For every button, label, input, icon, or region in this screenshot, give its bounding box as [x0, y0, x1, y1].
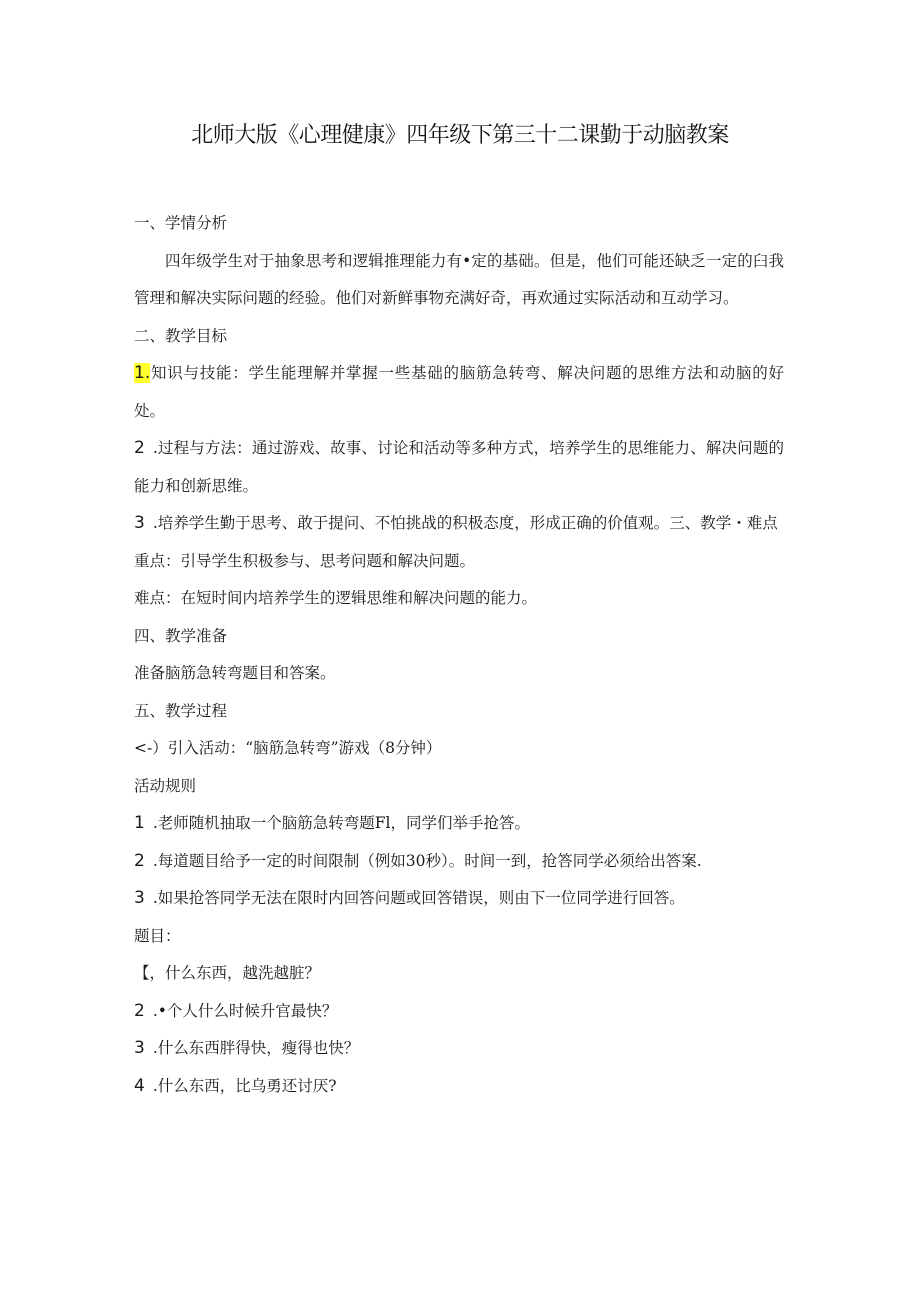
goal-1-number: 1. [134, 363, 151, 383]
question-2-number: 2 [134, 1000, 145, 1021]
rule-2-number: 2 [134, 850, 145, 871]
rule-1-number: 1 [134, 813, 145, 833]
key-point: 重点：引导学生积极参与、思考问题和解决问题。 [134, 551, 476, 570]
question-item-1: 【，什么东西，越洗越脏？ [134, 964, 321, 982]
section-heading-preparation: 四、教学准备 [134, 626, 228, 645]
rule-2-text: .每道题目给予一定的时间限制（例如30秒）。时间一到，抢答同学必须给出答案. [152, 851, 702, 870]
goal-item-1 [134, 355, 784, 430]
question-3-text: .什么东西胖得快，瘦得也快？ [152, 1039, 360, 1057]
document-title: 北师大版《心理健康》四年级下第三十二课勤于动脑教案 [191, 123, 729, 148]
rule-item-1 [134, 805, 784, 843]
question-4-text: .什么东西，比乌勇还讨厌? [152, 1076, 337, 1095]
goal-2-number: 2 [134, 438, 145, 458]
difficulty-point: 难点：在短时间内培养学生的逻辑思维和解决问题的能力。 [134, 589, 538, 607]
goal-1-text: 知识与技能：学生能理解并掌握一些基础的脑筋急转弯、解决问题的思维方法和动脑的好处。 [134, 364, 784, 420]
goal-item-2 [134, 430, 784, 505]
question-item-2 [134, 993, 784, 1031]
rule-3-text: .如果抢答同学无法在限时内回答问题或回答错误，则由下一位同学进行回答。 [152, 889, 685, 907]
goal-item-3 [134, 505, 784, 543]
section-heading-goals: 二、教学目标 [134, 326, 228, 345]
rule-item-3 [134, 880, 784, 918]
question-item-3 [134, 1030, 784, 1068]
rule-1-text: .老师随机抽取一个脑筋急转弯题Fl，同学们举手抢答。 [152, 814, 530, 832]
question-3-number: 3 [134, 1038, 145, 1058]
goal-2-text: .过程与方法：通过游戏、故事、讨论和活动等多种方式，培养学生的思维能力、解决问题的能力和创新思维。 [134, 439, 784, 495]
section-heading-analysis: 一、学情分析 [134, 214, 228, 232]
rule-item-2 [134, 843, 784, 881]
analysis-paragraph: 四年级学生对于抽象思考和逻辑推理能力有•定的基础。但是，他们可能还缺乏一定的臼我管理和解决实际问题的经验。他们对新鲜事物充满好奇，再欢通过实际活动和互动学习。 [134, 251, 784, 307]
question-2-text: .•个人什么时候升官最快？ [152, 1001, 338, 1020]
questions-heading: 题目： [134, 926, 181, 945]
question-4-number: 4 [134, 1075, 145, 1096]
question-item-4 [134, 1068, 784, 1106]
section-heading-process: 五、教学过程 [134, 701, 228, 720]
activity-title: <-）引入活动：“脑筋急转弯”游戏（8分钟） [134, 739, 442, 757]
goal-3-text: .培养学生勤于思考、敢于提问、不怕挑战的积极态度，形成正确的价值观。三、教学・难点 [152, 514, 778, 532]
preparation-text: 准备脑筋急转弯题目和答案。 [134, 664, 336, 682]
document-body [134, 205, 784, 1105]
rule-3-number: 3 [134, 888, 145, 908]
rules-heading: 活动规则 [134, 776, 197, 795]
goal-3-number: 3 [134, 513, 145, 533]
